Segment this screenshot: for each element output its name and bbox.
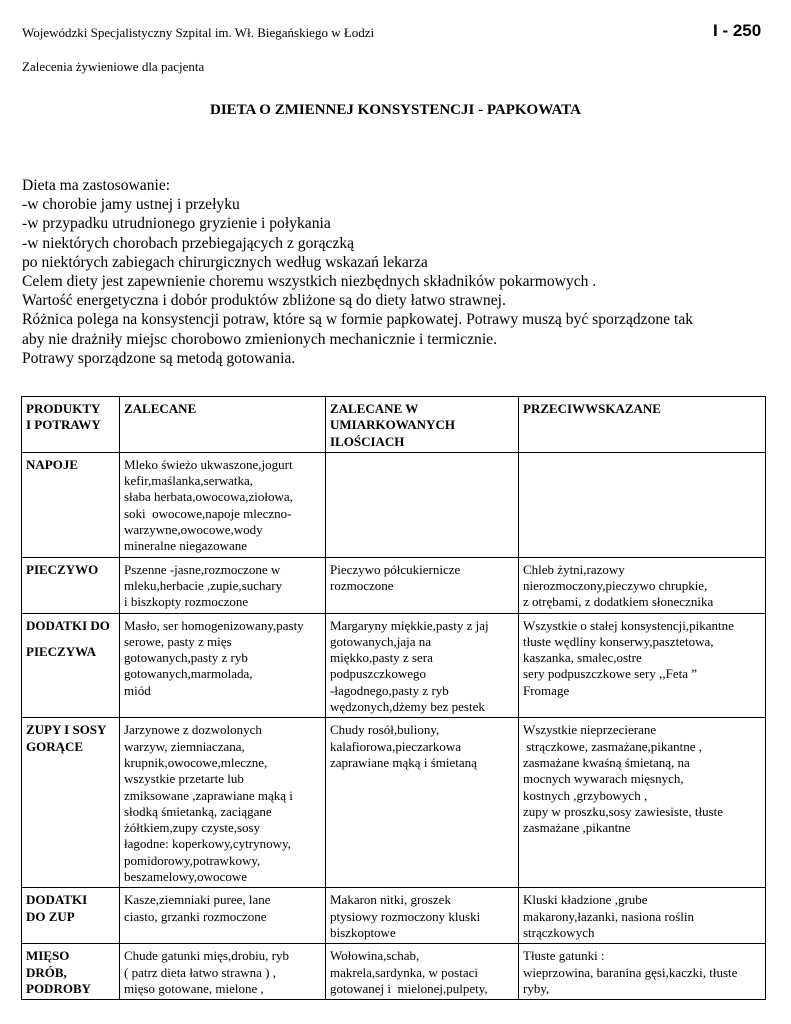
cell-line: GORĄCE — [26, 738, 84, 754]
cell-line: sery podpuszczkowe sery ,,Feta ” — [523, 666, 697, 682]
cell-line: Masło, ser homogenizowany,pasty — [124, 617, 304, 633]
intro-line: Różnica polega na konsystencji potraw, które są w formie papkowatej. Potrawy muszą być sporządzone tak — [22, 311, 694, 329]
intro-line: -w niektórych chorobach przebiegających z gorączką — [22, 234, 355, 252]
cell-line: PIECZYWO — [26, 561, 99, 577]
cell-line: PRODUKTY — [26, 401, 101, 416]
moderate-cell — [326, 888, 519, 944]
document-code: I - 250 — [713, 21, 762, 40]
header-products — [22, 397, 120, 453]
cell-line: ptysiowy rozmoczony kluski — [330, 908, 481, 924]
cell-line: PODROBY — [26, 980, 91, 996]
cell-line: makrela,sardynka, w postaci — [330, 964, 479, 980]
header-moderate — [326, 397, 519, 453]
cell-line: pomidorowy,potrawkowy, — [124, 852, 261, 868]
cell-line: Fromage — [523, 682, 570, 698]
cell-line: warzywne,owocowe,wody — [124, 522, 263, 538]
cell-line: Chleb żytni,razowy — [523, 561, 625, 577]
cell-line: DO ZUP — [26, 908, 75, 924]
contraindicated-cell — [519, 557, 766, 613]
cell-line: podpuszczkowego — [330, 666, 427, 682]
intro-line: Celem diety jest zapewnienie choremu wszystkich niezbędnych składników pokarmowych . — [22, 273, 597, 291]
cell-line: DODATKI DO — [26, 617, 110, 633]
recommended-cell — [120, 613, 326, 718]
cell-line: gotowanych,jaja na — [330, 633, 432, 649]
moderate-cell — [326, 452, 519, 557]
category-cell — [22, 452, 120, 557]
cell-line: DODATKI — [26, 892, 88, 908]
cell-spacer — [26, 634, 115, 644]
cell-line: gotowanej i mielonej,pulpety, — [330, 980, 488, 996]
cell-line: zmiksowane ,zaprawiane mąką i — [124, 787, 293, 803]
cell-line: Kluski kładzione ,grube — [523, 892, 648, 908]
cell-line: mineralne niegazowane — [124, 538, 248, 554]
contraindicated-cell — [519, 613, 766, 718]
diet-table — [21, 396, 766, 1000]
intro-line: -w chorobie jamy ustnej i przełyku — [22, 196, 240, 214]
table-row — [22, 613, 766, 718]
cell-line: I POTRAWY — [26, 417, 101, 433]
cell-line: soki owocowe,napoje mleczno- — [124, 505, 292, 521]
cell-line: UMIARKOWANYCH — [330, 417, 455, 433]
table-row — [22, 718, 766, 888]
cell-line: ( patrz dieta łatwo strawna ) , — [124, 964, 276, 980]
cell-line: żółtkiem,zupy czyste,sosy — [124, 820, 261, 836]
cell-line: miód — [124, 682, 151, 698]
cell-line: krupnik,owocowe,mleczne, — [124, 754, 268, 770]
cell-line: NAPOJE — [26, 456, 78, 472]
cell-line: ciasto, grzanki rozmoczone — [124, 908, 267, 924]
cell-line: PRZECIWWSKAZANE — [523, 401, 661, 416]
page-title: DIETA O ZMIENNEJ KONSYSTENCJI - PAPKOWATA — [209, 102, 581, 118]
category-cell — [22, 718, 120, 888]
cell-line: zaprawiane mąką i śmietaną — [330, 754, 477, 770]
hospital-name: Wojewódzki Specjalistyczny Szpital im. Wł. Biegańskiego w Łodzi — [22, 25, 375, 40]
cell-line: mleku,herbacie ,zupie,suchary — [124, 577, 283, 593]
cell-line: Wszystkie nieprzecierane — [523, 722, 657, 738]
cell-line: Tłuste gatunki : — [523, 948, 605, 964]
cell-line: zasmażane kwaśną śmietaną, na — [523, 754, 690, 770]
category-cell — [22, 888, 120, 944]
cell-line: mocnych wywarach mięsnych, — [523, 771, 684, 787]
table-row — [22, 452, 766, 557]
cell-line: strączkowych — [523, 924, 595, 940]
intro-line: Wartość energetyczna i dobór produktów zbliżone są do diety łatwo strawnej. — [22, 292, 506, 310]
cell-line: ZALECANE — [124, 401, 197, 416]
cell-line: Mleko świeżo ukwaszone,jogurt — [124, 456, 293, 472]
cell-line: gotowanych,pasty z ryb — [124, 650, 248, 666]
intro-line: po niektórych zabiegach chirurgicznych według wskazań lekarza — [22, 253, 428, 271]
intro-line: Dieta ma zastosowanie: — [22, 177, 171, 194]
intro-line: -w przypadku utrudnionego gryzienie i połykania — [22, 215, 331, 233]
cell-line: makarony,łazanki, nasiona roślin — [523, 908, 694, 924]
cell-line: Chudy rosół,buliony, — [330, 722, 440, 738]
cell-line: beszamelowy,owocowe — [124, 869, 247, 885]
cell-line: mięso gotowane, mielone , — [124, 980, 264, 996]
cell-line: Makaron nitki, groszek — [330, 892, 451, 908]
cell-line: ZUPY I SOSY — [26, 722, 107, 738]
cell-line: warzyw, ziemniaczana, — [124, 738, 245, 754]
document-subtitle: Zalecenia żywieniowe dla pacjenta — [22, 59, 205, 74]
cell-line: kalafiorowa,pieczarkowa — [330, 738, 462, 754]
cell-line: strączkowe, zasmażane,pikantne , — [523, 738, 703, 754]
cell-line: kostnych ,grzybowych , — [523, 787, 648, 803]
table-row — [22, 557, 766, 613]
cell-line: wszystkie przetarte lub — [124, 771, 244, 787]
cell-line: i biszkopty rozmoczone — [124, 594, 249, 610]
recommended-cell — [120, 452, 326, 557]
cell-line: zasmażane ,pikantne — [523, 820, 631, 836]
intro-text — [22, 176, 782, 368]
category-cell — [22, 944, 120, 1000]
cell-line: zupy w proszku,sosy zawiesiste, tłuste — [523, 803, 724, 819]
cell-line: Chude gatunki mięs,drobiu, ryb — [124, 948, 290, 964]
contraindicated-cell — [519, 888, 766, 944]
intro-line: Potrawy sporządzone są metodą gotowania. — [22, 349, 296, 367]
moderate-cell — [326, 613, 519, 718]
recommended-cell — [120, 888, 326, 944]
cell-line: serowe, pasty z mięs — [124, 633, 232, 649]
cell-line: ryby, — [523, 980, 550, 996]
cell-line: biszkoptowe — [330, 924, 396, 940]
cell-line: łagodne: koperkowy,cytrynowy, — [124, 836, 291, 852]
recommended-cell — [120, 718, 326, 888]
cell-line: rozmoczone — [330, 577, 394, 593]
recommended-cell — [120, 557, 326, 613]
cell-line: Kasze,ziemniaki puree, lane — [124, 892, 271, 908]
cell-line: wędzonych,dżemy bez pestek — [330, 699, 485, 715]
cell-line: Wołowina,schab, — [330, 948, 420, 964]
cell-line: słaba herbata,owocowa,ziołowa, — [124, 489, 293, 505]
cell-line: -łagodnego,pasty z ryb — [330, 682, 449, 698]
contraindicated-cell — [519, 944, 766, 1000]
cell-line: miękko,pasty z sera — [330, 650, 433, 666]
cell-line: Margaryny miękkie,pasty z jaj — [330, 617, 489, 633]
cell-line: kaszanka, smalec,ostre — [523, 650, 642, 666]
header-recommended — [120, 397, 326, 453]
cell-line: Pszenne -jasne,rozmoczone w — [124, 561, 281, 577]
contraindicated-cell — [519, 452, 766, 557]
cell-line: MIĘSO — [26, 948, 70, 964]
cell-line: nierozmoczony,pieczywo chrupkie, — [523, 577, 708, 593]
contraindicated-cell — [519, 718, 766, 888]
category-cell — [22, 557, 120, 613]
cell-line: z otrębami, z dodatkiem słonecznika — [523, 594, 714, 610]
cell-line: Wszystkie o stałej konsystencji,pikantne — [523, 617, 734, 633]
moderate-cell — [326, 944, 519, 1000]
cell-line: słodką śmietanką, zaciągane — [124, 803, 272, 819]
table-row — [22, 944, 766, 1000]
cell-line: DRÓB, — [26, 964, 67, 980]
table-header-row — [22, 397, 766, 453]
cell-line: kefir,maślanka,serwatka, — [124, 473, 254, 489]
cell-line: Jarzynowe z dozwolonych — [124, 722, 262, 738]
cell-line: tłuste wędliny konserwy,pasztetowa, — [523, 633, 714, 649]
cell-line: Pieczywo półcukiernicze — [330, 561, 461, 577]
intro-line: aby nie drażniły miejsc chorobowo zmienionych mechanicznie i termicznie. — [22, 330, 497, 348]
cell-line: ZALECANE W — [330, 401, 419, 416]
recommended-cell — [120, 944, 326, 1000]
cell-line: PIECZYWA — [26, 643, 97, 659]
cell-line: wieprzowina, baranina gęsi,kaczki, tłuste — [523, 964, 738, 980]
moderate-cell — [326, 557, 519, 613]
table-row — [22, 888, 766, 944]
category-cell — [22, 613, 120, 718]
cell-line: ILOŚCIACH — [330, 433, 405, 449]
header-contraindicated — [519, 397, 766, 453]
moderate-cell — [326, 718, 519, 888]
cell-line: gotowanych,marmolada, — [124, 666, 253, 682]
